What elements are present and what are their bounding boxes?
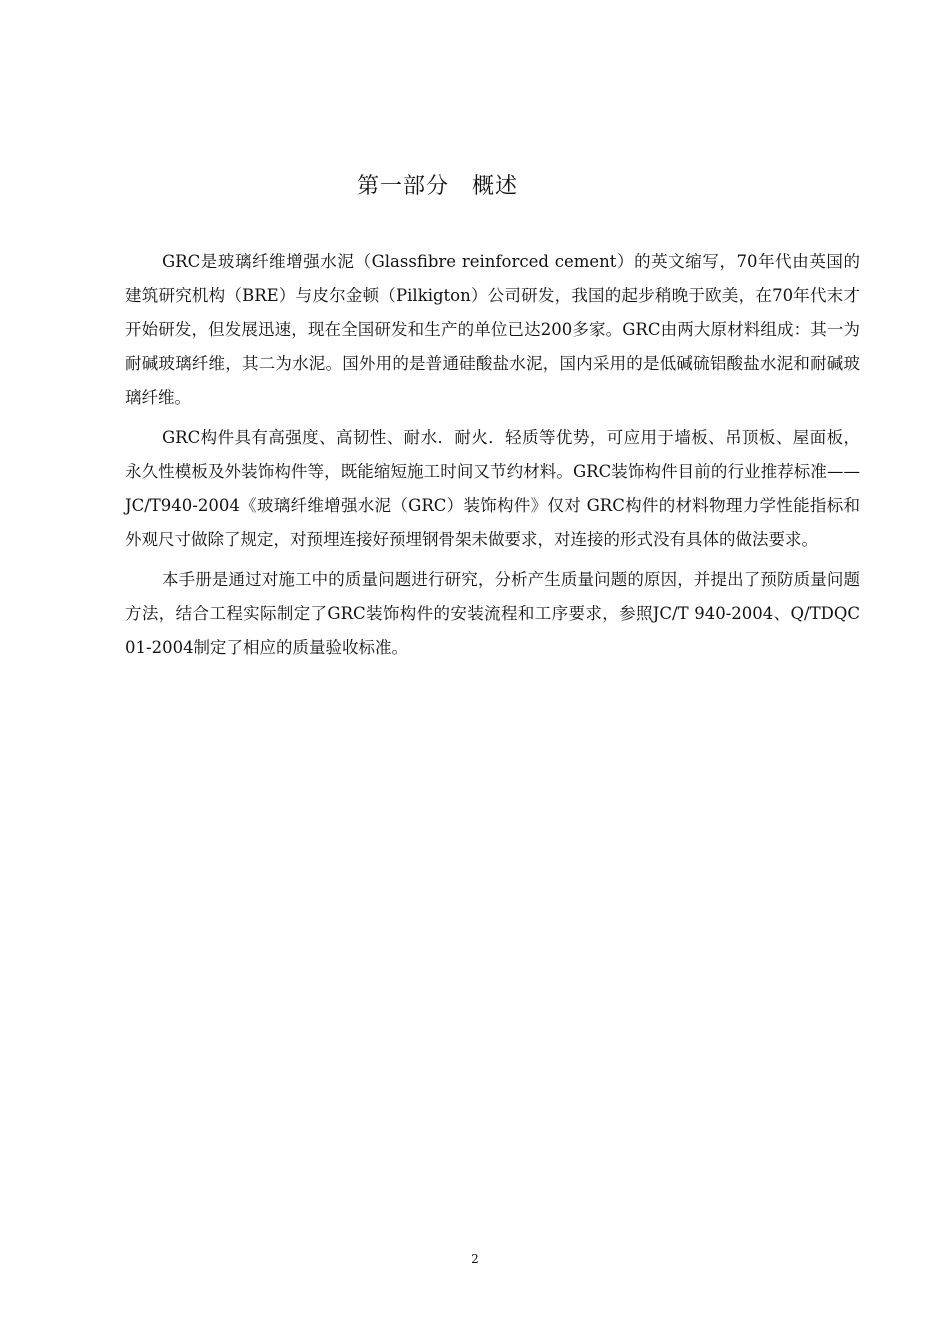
paragraph-properties: GRC构件具有高强度、高韧性、耐水．耐火．轻质等优势，可应用于墙板、吊顶板、屋面板，永久性模板及外装饰构件等，既能缩短施工时间又节约材料。GRC装饰构件目前的行业推荐标准——JC/T940-2004《玻璃纤维增强水泥（GRC）装饰构件》仅对 GRC构件的材料物理力学性能指标和外观尺寸做除了规定，对预埋连接好预埋钢骨架未做要求，对连接的形式没有具体的做法要求。: [125, 428, 860, 549]
paragraph-intro: GRC是玻璃纤维增强水泥（Glassfibre reinforced cement）的英文缩写，70年代由英国的建筑研究机构（BRE）与皮尔金顿（Pilkigton）公司研发，我国的起步稍晚于欧美，在70年代末才开始研发，但发展迅速，现在全国研发和生产的单位已达200多家。GRC由两大原材料组成：其一为耐碱玻璃纤维，其二为水泥。国外用的是普通硅酸盐水泥，国内采用的是低碱硫铝酸盐水泥和耐碱玻璃纤维。: [125, 252, 860, 407]
paragraph-manual-purpose: 本手册是通过对施工中的质量问题进行研究，分析产生质量问题的原因，并提出了预防质量问题方法，结合工程实际制定了GRC装饰构件的安装流程和工序要求，参照JC/T 940-2004、Q/TDQC 01-2004制定了相应的质量验收标准。: [125, 570, 860, 657]
page-number: 2: [471, 1252, 479, 1266]
body-text: [125, 245, 860, 671]
page-title: 第一部分 概述: [356, 174, 518, 199]
